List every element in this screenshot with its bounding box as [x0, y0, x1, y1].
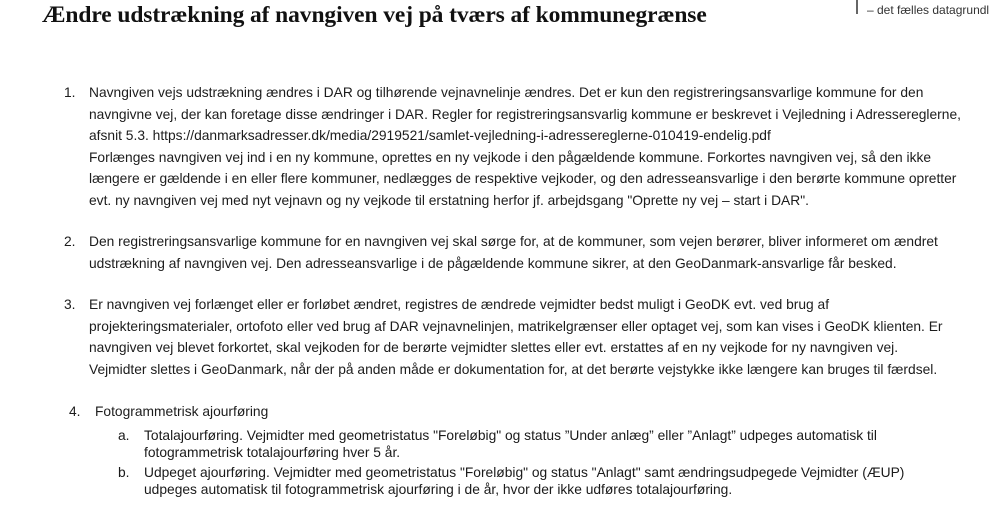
list-item-line: Forlænges navngiven vej ind i en ny kommune, oprettes en ny vejkode i den pågældende kommune. Forkortes navngiven vej, så den ikke — [89, 149, 932, 165]
sublist-letter: b. — [118, 465, 130, 480]
list-item-line: Vejmidter slettes i GeoDanmark, når der på anden måde er dokumentation for, at det berørte vejstykke ikke længere kan bruges til færdsel. — [89, 361, 938, 377]
page-title: Ændre udstrækning af navngiven vej på tværs af kommunegrænse — [42, 2, 707, 28]
list-item-line: evt. ny navngiven vej med nyt vejnavn og ny vejkode til erstatning herfor jf. arbejdsgang "Oprette ny vej – start i DAR". — [89, 192, 809, 208]
sublist-letter: a. — [118, 428, 130, 443]
list-number: 3. — [64, 297, 76, 312]
list-item-line: afsnit 5.3. https://danmarksadresser.dk/media/2919521/samlet-vejledning-i-adressereglerne-010419-endelig.pdf — [89, 128, 771, 143]
sublist-item-line: Totalajourføring. Vejmidter med geometristatus "Foreløbig" og status ”Under anlæg” eller ”Anlagt” udpeges automatisk til — [144, 428, 877, 443]
sublist-item-b — [144, 464, 904, 498]
list-number: 4. — [69, 404, 81, 419]
list-item-4 — [95, 401, 268, 423]
list-number: 2. — [64, 234, 76, 249]
sublist-item-line: fotogrammetrisk totalajourføring hver 5 år. — [144, 445, 401, 460]
header-tagline: – det fælles datagrundl — [867, 3, 990, 17]
sublist-item-a — [144, 427, 877, 461]
list-item-line: Den registreringsansvarlige kommune for en navngiven vej skal sørge for, at de kommuner, som vejen berører, bliver informeret om ændret — [89, 234, 938, 249]
list-item-2 — [89, 231, 938, 274]
list-item-3 — [89, 294, 943, 380]
list-item-1 — [89, 82, 961, 211]
list-item-line: udstrækning af navngiven vej. Den adresseansvarlige i de pågældende kommune sikrer, at den GeoDanmark-ansvarlige får besked. — [89, 255, 897, 271]
list-item-line: navngiven vej blevet forkortet, skal vejkoden for de berørte vejmidter slettes eller evt. erstattes af en ny vejkode for ny navngiven vej. — [89, 340, 899, 355]
list-item-line: Er navngiven vej forlænget eller er forløbet ændret, registres de ændrede vejmidter bedst muligt i GeoDK evt. ved brug af — [89, 297, 830, 312]
logo-divider — [856, 0, 858, 14]
sublist-item-line: udpeges automatisk til fotogrammetrisk ajourføring i de år, hvor der ikke udføres totalajourføring. — [144, 482, 733, 497]
list-item-line: navngivne vej, der kan foretage disse ændringer i DAR. Regler for registreringsansvarlig kommune er beskrevet i Vejledning i Adressereglerne, — [89, 106, 961, 122]
list-item-line: projekteringsmaterialer, ortofoto eller ved brug af DAR vejnavnelinjen, matrikelgrænser eller optaget vej, som kan vises i GeoDK klienten. Er — [89, 318, 943, 334]
list-item-line: Fotogrammetrisk ajourføring — [95, 404, 269, 419]
list-number: 1. — [64, 85, 76, 100]
list-item-line: længere er gældende i en eller flere kommuner, nedlægges de respektive vejkoder, og den adresseansvarlige i den berørte kommune opretter — [89, 171, 957, 186]
list-item-line: Navngiven vejs udstrækning ændres i DAR og tilhørende vejnavnelinje ændres. Det er kun den registreringsansvarlige kommune for den — [89, 85, 924, 100]
sublist-item-line: Udpeget ajourføring. Vejmidter med geometristatus "Foreløbig" og status "Anlagt" samt ændringsudpegede Vejmidter (ÆUP) — [144, 465, 905, 480]
